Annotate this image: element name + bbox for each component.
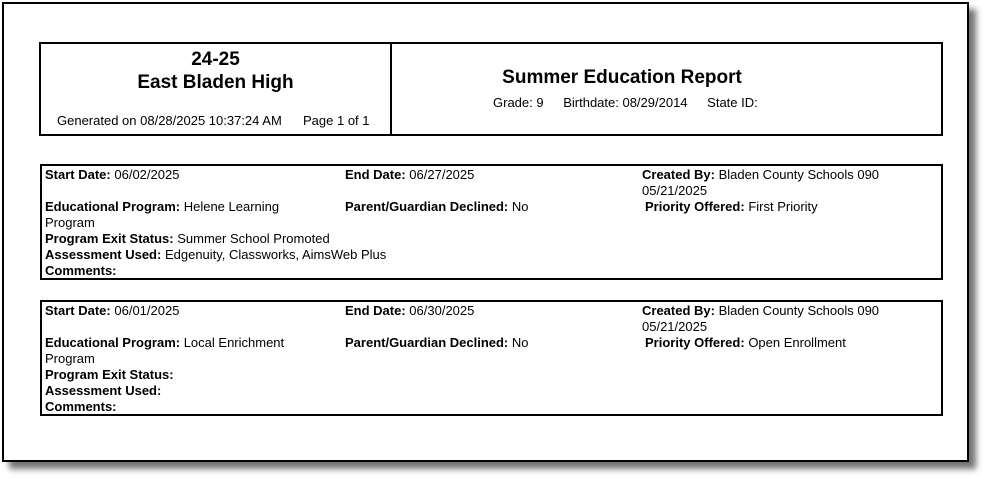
created-date: 05/21/2025 bbox=[642, 319, 708, 334]
created-by-field: Created By: Bladen County Schools 090 bbox=[642, 167, 880, 182]
end-date-field: End Date: 06/27/2025 bbox=[345, 167, 475, 182]
start-date-field: Start Date: 06/02/2025 bbox=[45, 167, 180, 182]
created-date: 05/21/2025 bbox=[642, 183, 708, 198]
student-info bbox=[493, 95, 774, 110]
school-name: East Bladen High bbox=[137, 72, 294, 93]
program-exit-status-field: Program Exit Status: bbox=[45, 367, 174, 382]
assessment-used-field: Assessment Used: bbox=[45, 383, 162, 398]
priority-offered-field: Priority Offered: First Priority bbox=[645, 199, 818, 214]
parent-declined-field: Parent/Guardian Declined: No bbox=[345, 335, 529, 350]
comments-field: Comments: bbox=[45, 399, 117, 414]
report-frame bbox=[2, 2, 969, 462]
school-year: 24-25 bbox=[191, 49, 240, 70]
program-exit-status-field: Program Exit Status: Summer School Promoted bbox=[45, 231, 330, 246]
parent-declined-field: Parent/Guardian Declined: No bbox=[345, 199, 529, 214]
comments-field: Comments: bbox=[45, 263, 117, 278]
page-number: Page 1 of 1 bbox=[303, 113, 370, 128]
grade: Grade: 9 bbox=[493, 95, 544, 110]
start-date-field: Start Date: 06/01/2025 bbox=[45, 303, 180, 318]
generated-timestamp: Generated on 08/28/2025 10:37:24 AM bbox=[57, 113, 282, 128]
report-info-panel bbox=[392, 44, 941, 134]
educational-program-continued: Program bbox=[45, 351, 95, 366]
end-date-field: End Date: 06/30/2025 bbox=[345, 303, 475, 318]
educational-program-field: Educational Program: Local Enrichment bbox=[45, 335, 285, 350]
educational-program-field: Educational Program: Helene Learning bbox=[45, 199, 280, 214]
assessment-used-field: Assessment Used: Edgenuity, Classworks, AimsWeb Plus bbox=[45, 247, 387, 262]
summer-education-record bbox=[40, 300, 943, 416]
report-header bbox=[39, 42, 943, 136]
created-by-field: Created By: Bladen County Schools 090 bbox=[642, 303, 880, 318]
birthdate: Birthdate: 08/29/2014 bbox=[563, 95, 688, 110]
summer-education-record bbox=[40, 164, 943, 280]
school-info-panel bbox=[41, 44, 392, 134]
report-title: Summer Education Report bbox=[502, 67, 742, 88]
state-id: State ID: bbox=[707, 95, 758, 110]
priority-offered-field: Priority Offered: Open Enrollment bbox=[645, 335, 846, 350]
educational-program-continued: Program bbox=[45, 215, 95, 230]
